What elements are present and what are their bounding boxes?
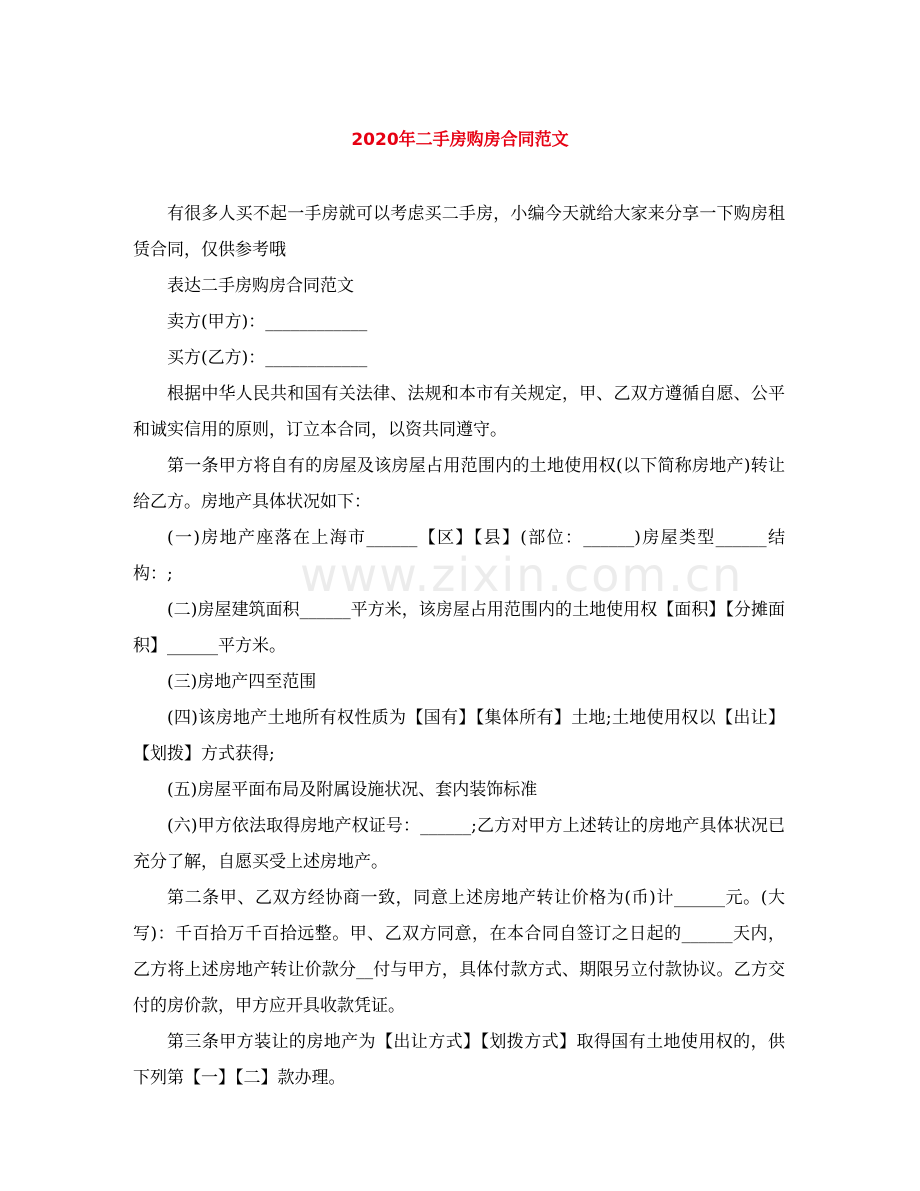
paragraph-buyer: 买方(乙方)：____________ — [167, 348, 368, 368]
paragraph-item-6: (六)甲方依法取得房地产权证号：______;乙方对甲方上述转让的房地产具体状况已充分了解，自愿买受上述房地产。 — [133, 816, 785, 872]
paragraph-item-1: (一)房地产座落在上海市______【区】【县】(部位：______)房屋类型______结构：; — [133, 528, 785, 584]
document-body — [133, 196, 785, 1096]
paragraph-item-2: (二)房屋建筑面积______平方米，该房屋占用范围内的土地使用权【面积】【分摊面积】______平方米。 — [133, 600, 785, 656]
watermark-text: www.zixin.com.cn — [300, 548, 744, 602]
paragraph-article-3: 第三条甲方装让的房地产为【出让方式】【划拨方式】取得国有土地使用权的，供下列第【一】【二】款办理。 — [133, 1032, 785, 1088]
paragraph-article-2: 第二条甲、乙双方经协商一致，同意上述房地产转让价格为(币)计______元。(大写)：千百拾万千百拾远整。甲、乙双方同意，在本合同自签订之日起的______天内，乙方将上述房地产转让价款分__付与甲方，具体付款方式、期限另立付款协议。乙方交付的房价款，甲方应开具收款凭证。 — [133, 888, 785, 1016]
paragraph-preamble: 根据中华人民共和国有关法律、法规和本市有关规定，甲、乙双方遵循自愿、公平和诚实信用的原则，订立本合同，以资共同遵守。 — [133, 384, 785, 440]
paragraph-subtitle: 表达二手房购房合同范文 — [167, 276, 354, 296]
paragraph-item-4: (四)该房地产土地所有权性质为【国有】【集体所有】土地;土地使用权以【出让】【划拨】方式获得; — [133, 708, 785, 764]
paragraph-item-3: (三)房地产四至范围 — [167, 672, 317, 692]
paragraph-article-1: 第一条甲方将自有的房屋及该房屋占用范围内的土地使用权(以下简称房地产)转让给乙方。房地产具体状况如下： — [133, 456, 785, 512]
paragraph-seller: 卖方(甲方)：____________ — [167, 312, 368, 332]
paragraph-item-5: (五)房屋平面布局及附属设施状况、套内装饰标准 — [167, 780, 538, 800]
document-title: 2020年二手房购房合同范文 — [351, 130, 569, 150]
paragraph-intro: 有很多人买不起一手房就可以考虑买二手房，小编今天就给大家来分享一下购房租赁合同，仅供参考哦 — [133, 204, 785, 260]
